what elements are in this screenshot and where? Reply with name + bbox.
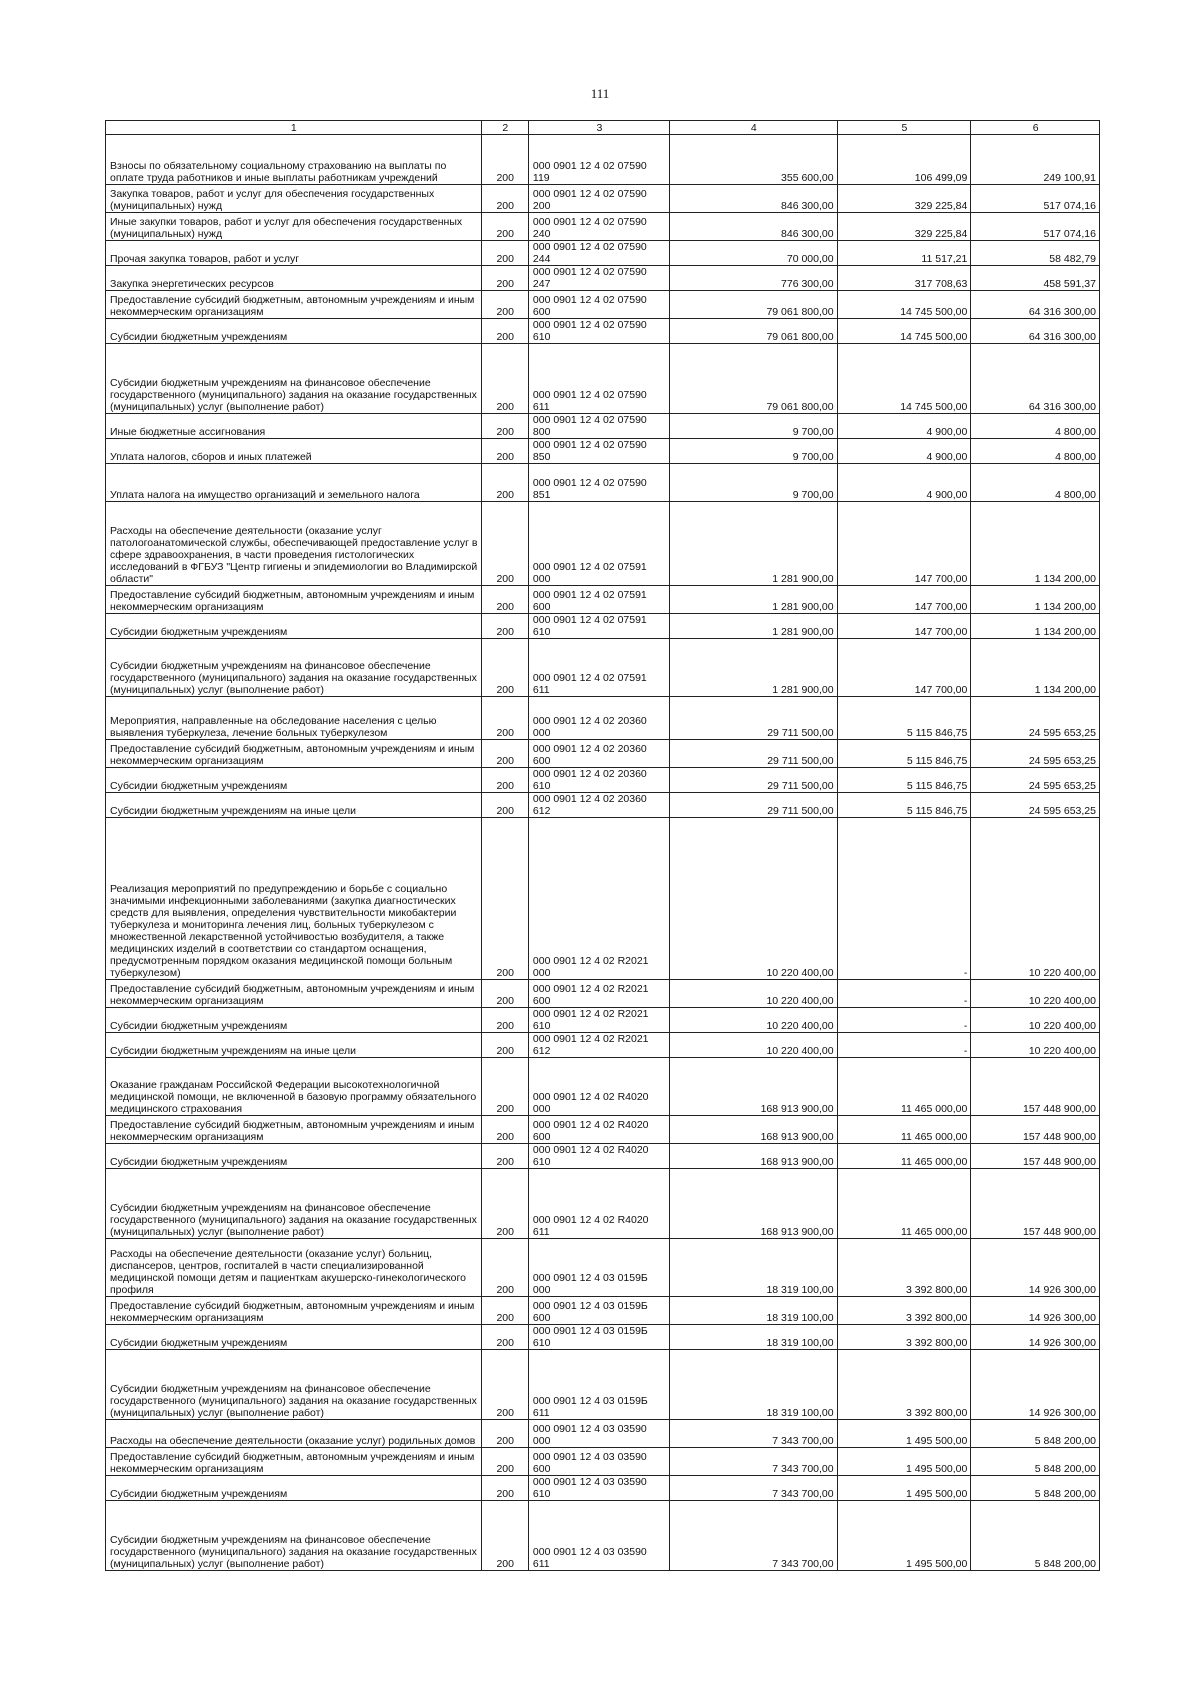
- row-admin-code-cell: 200: [481, 1058, 528, 1116]
- row-approved-cell: 9 700,00: [669, 414, 837, 439]
- row-admin-code-cell: 200: [481, 980, 528, 1008]
- column-header-5: 5: [837, 121, 971, 135]
- table-row: [106, 1297, 1100, 1325]
- page-number: 111: [590, 86, 610, 101]
- row-admin-code-cell: 200: [481, 1144, 528, 1169]
- table-row: [106, 1420, 1100, 1448]
- table-row: [106, 414, 1100, 439]
- row-remaining-cell: 5 848 200,00: [971, 1420, 1100, 1448]
- row-executed-cell: 1 495 500,00: [837, 1420, 971, 1448]
- row-executed-cell: 147 700,00: [837, 586, 971, 614]
- row-budget-code-cell: 000 0901 12 4 02 07590 244: [528, 241, 669, 266]
- row-budget-code-cell: 000 0901 12 4 02 20360 000: [528, 697, 669, 740]
- row-executed-cell: 1 495 500,00: [837, 1476, 971, 1501]
- row-budget-code-cell: 000 0901 12 4 02 20360 612: [528, 793, 669, 818]
- row-approved-cell: 355 600,00: [669, 135, 837, 185]
- row-budget-code-cell: 000 0901 12 4 02 07590 600: [528, 291, 669, 319]
- table-row: [106, 1476, 1100, 1501]
- row-remaining-cell: 24 595 653,25: [971, 793, 1100, 818]
- row-executed-cell: 147 700,00: [837, 639, 971, 697]
- table-header-row: [106, 121, 1100, 135]
- row-budget-code-cell: 000 0901 12 4 02 20360 600: [528, 740, 669, 768]
- row-budget-code-cell: 000 0901 12 4 02 R2021 000: [528, 818, 669, 980]
- row-budget-code-cell: 000 0901 12 4 02 R4020 610: [528, 1144, 669, 1169]
- row-budget-code-cell: 000 0901 12 4 03 0159Б 000: [528, 1239, 669, 1297]
- row-name-cell: Взносы по обязательному социальному страхованию на выплаты по оплате труда работников и иные выплаты работникам учреждений: [106, 135, 482, 185]
- row-budget-code-cell: 000 0901 12 4 02 07590 247: [528, 266, 669, 291]
- table-row: [106, 319, 1100, 344]
- row-remaining-cell: 4 800,00: [971, 414, 1100, 439]
- row-executed-cell: 3 392 800,00: [837, 1350, 971, 1420]
- table-row: [106, 1058, 1100, 1116]
- row-budget-code-cell: 000 0901 12 4 03 0159Б 610: [528, 1325, 669, 1350]
- table-row: [106, 464, 1100, 502]
- row-approved-cell: 7 343 700,00: [669, 1476, 837, 1501]
- row-remaining-cell: 249 100,91: [971, 135, 1100, 185]
- row-approved-cell: 10 220 400,00: [669, 1008, 837, 1033]
- row-admin-code-cell: 200: [481, 414, 528, 439]
- row-remaining-cell: 1 134 200,00: [971, 586, 1100, 614]
- row-remaining-cell: 14 926 300,00: [971, 1239, 1100, 1297]
- row-executed-cell: 317 708,63: [837, 266, 971, 291]
- column-header-4: 4: [669, 121, 837, 135]
- row-remaining-cell: 1 134 200,00: [971, 614, 1100, 639]
- row-approved-cell: 29 711 500,00: [669, 740, 837, 768]
- row-remaining-cell: 517 074,16: [971, 185, 1100, 213]
- row-remaining-cell: 64 316 300,00: [971, 291, 1100, 319]
- row-approved-cell: 1 281 900,00: [669, 586, 837, 614]
- row-budget-code-cell: 000 0901 12 4 02 20360 610: [528, 768, 669, 793]
- row-admin-code-cell: 200: [481, 213, 528, 241]
- row-name-cell: Уплата налогов, сборов и иных платежей: [106, 439, 482, 464]
- row-executed-cell: 1 495 500,00: [837, 1448, 971, 1476]
- row-approved-cell: 29 711 500,00: [669, 697, 837, 740]
- row-remaining-cell: 517 074,16: [971, 213, 1100, 241]
- row-approved-cell: 168 913 900,00: [669, 1116, 837, 1144]
- row-budget-code-cell: 000 0901 12 4 03 03590 600: [528, 1448, 669, 1476]
- row-name-cell: Предоставление субсидий бюджетным, автономным учреждениям и иным некоммерческим организациям: [106, 1297, 482, 1325]
- row-budget-code-cell: 000 0901 12 4 02 07591 611: [528, 639, 669, 697]
- row-admin-code-cell: 200: [481, 614, 528, 639]
- row-approved-cell: 79 061 800,00: [669, 344, 837, 414]
- row-admin-code-cell: 200: [481, 1033, 528, 1058]
- row-name-cell: Закупка энергетических ресурсов: [106, 266, 482, 291]
- table-row: [106, 614, 1100, 639]
- row-name-cell: Расходы на обеспечение деятельности (оказание услуг) больниц, диспансеров, центров, госпиталей в части специализированной медицинской помощи детям и пациенткам акушерско-гинекологического профиля: [106, 1239, 482, 1297]
- table-row: [106, 1239, 1100, 1297]
- row-budget-code-cell: 000 0901 12 4 02 07590 850: [528, 439, 669, 464]
- row-approved-cell: 7 343 700,00: [669, 1501, 837, 1571]
- table-row: [106, 740, 1100, 768]
- row-executed-cell: -: [837, 1033, 971, 1058]
- row-executed-cell: 5 115 846,75: [837, 768, 971, 793]
- table-row: [106, 213, 1100, 241]
- row-name-cell: Предоставление субсидий бюджетным, автономным учреждениям и иным некоммерческим организациям: [106, 740, 482, 768]
- row-admin-code-cell: 200: [481, 639, 528, 697]
- row-name-cell: Расходы на обеспечение деятельности (оказание услуг) родильных домов: [106, 1420, 482, 1448]
- row-budget-code-cell: 000 0901 12 4 02 07590 610: [528, 319, 669, 344]
- row-executed-cell: 106 499,09: [837, 135, 971, 185]
- row-executed-cell: 11 465 000,00: [837, 1116, 971, 1144]
- row-approved-cell: 776 300,00: [669, 266, 837, 291]
- row-remaining-cell: 58 482,79: [971, 241, 1100, 266]
- row-admin-code-cell: 200: [481, 793, 528, 818]
- table-row: [106, 697, 1100, 740]
- row-admin-code-cell: 200: [481, 185, 528, 213]
- row-executed-cell: 11 465 000,00: [837, 1058, 971, 1116]
- row-approved-cell: 846 300,00: [669, 185, 837, 213]
- row-budget-code-cell: 000 0901 12 4 02 07591 600: [528, 586, 669, 614]
- row-budget-code-cell: 000 0901 12 4 02 R4020 611: [528, 1169, 669, 1239]
- row-executed-cell: 11 517,21: [837, 241, 971, 266]
- row-name-cell: Иные бюджетные ассигнования: [106, 414, 482, 439]
- table-row: [106, 1033, 1100, 1058]
- row-executed-cell: 1 495 500,00: [837, 1501, 971, 1571]
- row-admin-code-cell: 200: [481, 135, 528, 185]
- row-remaining-cell: 64 316 300,00: [971, 319, 1100, 344]
- row-remaining-cell: 24 595 653,25: [971, 697, 1100, 740]
- row-name-cell: Предоставление субсидий бюджетным, автономным учреждениям и иным некоммерческим организациям: [106, 586, 482, 614]
- row-approved-cell: 168 913 900,00: [669, 1144, 837, 1169]
- row-approved-cell: 168 913 900,00: [669, 1058, 837, 1116]
- row-budget-code-cell: 000 0901 12 4 02 R2021 600: [528, 980, 669, 1008]
- row-executed-cell: 147 700,00: [837, 614, 971, 639]
- table-row: [106, 291, 1100, 319]
- row-admin-code-cell: 200: [481, 1501, 528, 1571]
- row-name-cell: Субсидии бюджетным учреждениям: [106, 1144, 482, 1169]
- table-row: [106, 1350, 1100, 1420]
- row-budget-code-cell: 000 0901 12 4 02 07590 800: [528, 414, 669, 439]
- row-executed-cell: 3 392 800,00: [837, 1297, 971, 1325]
- row-remaining-cell: 10 220 400,00: [971, 818, 1100, 980]
- row-approved-cell: 18 319 100,00: [669, 1297, 837, 1325]
- row-budget-code-cell: 000 0901 12 4 03 0159Б 611: [528, 1350, 669, 1420]
- row-admin-code-cell: 200: [481, 586, 528, 614]
- row-approved-cell: 846 300,00: [669, 213, 837, 241]
- row-approved-cell: 79 061 800,00: [669, 319, 837, 344]
- row-admin-code-cell: 200: [481, 319, 528, 344]
- row-budget-code-cell: 000 0901 12 4 02 R2021 612: [528, 1033, 669, 1058]
- table-row: [106, 344, 1100, 414]
- row-admin-code-cell: 200: [481, 697, 528, 740]
- row-approved-cell: 70 000,00: [669, 241, 837, 266]
- row-name-cell: Субсидии бюджетным учреждениям на иные цели: [106, 793, 482, 818]
- row-approved-cell: 18 319 100,00: [669, 1325, 837, 1350]
- row-executed-cell: -: [837, 980, 971, 1008]
- row-name-cell: Субсидии бюджетным учреждениям: [106, 1008, 482, 1033]
- row-admin-code-cell: 200: [481, 344, 528, 414]
- table-row: [106, 793, 1100, 818]
- column-header-2: 2: [481, 121, 528, 135]
- row-admin-code-cell: 200: [481, 1169, 528, 1239]
- row-executed-cell: 11 465 000,00: [837, 1144, 971, 1169]
- column-header-3: 3: [528, 121, 669, 135]
- table-row: [106, 135, 1100, 185]
- row-executed-cell: 14 745 500,00: [837, 291, 971, 319]
- row-name-cell: Прочая закупка товаров, работ и услуг: [106, 241, 482, 266]
- row-budget-code-cell: 000 0901 12 4 03 03590 611: [528, 1501, 669, 1571]
- table-row: [106, 1008, 1100, 1033]
- row-name-cell: Субсидии бюджетным учреждениям: [106, 614, 482, 639]
- row-remaining-cell: 10 220 400,00: [971, 1033, 1100, 1058]
- row-admin-code-cell: 200: [481, 1325, 528, 1350]
- table-row: [106, 185, 1100, 213]
- row-admin-code-cell: 200: [481, 1350, 528, 1420]
- table-row: [106, 1325, 1100, 1350]
- row-name-cell: Субсидии бюджетным учреждениям: [106, 1476, 482, 1501]
- row-remaining-cell: 1 134 200,00: [971, 502, 1100, 586]
- row-budget-code-cell: 000 0901 12 4 02 07591 610: [528, 614, 669, 639]
- row-remaining-cell: 14 926 300,00: [971, 1350, 1100, 1420]
- row-approved-cell: 1 281 900,00: [669, 502, 837, 586]
- row-executed-cell: -: [837, 1008, 971, 1033]
- row-name-cell: Субсидии бюджетным учреждениям на финансовое обеспечение государственного (муниципального) задания на оказание государственных (муниципальных) услуг (выполнение работ): [106, 639, 482, 697]
- row-remaining-cell: 157 448 900,00: [971, 1169, 1100, 1239]
- budget-table: [105, 120, 1100, 1571]
- row-executed-cell: 11 465 000,00: [837, 1169, 971, 1239]
- row-approved-cell: 7 343 700,00: [669, 1448, 837, 1476]
- row-admin-code-cell: 200: [481, 818, 528, 980]
- row-name-cell: Закупка товаров, работ и услуг для обеспечения государственных (муниципальных) нужд: [106, 185, 482, 213]
- row-name-cell: Субсидии бюджетным учреждениям на финансовое обеспечение государственного (муниципального) задания на оказание государственных (муниципальных) услуг (выполнение работ): [106, 344, 482, 414]
- row-approved-cell: 29 711 500,00: [669, 793, 837, 818]
- table-row: [106, 1169, 1100, 1239]
- row-remaining-cell: 24 595 653,25: [971, 768, 1100, 793]
- row-remaining-cell: 5 848 200,00: [971, 1448, 1100, 1476]
- row-executed-cell: 329 225,84: [837, 185, 971, 213]
- row-budget-code-cell: 000 0901 12 4 03 03590 000: [528, 1420, 669, 1448]
- table-row: [106, 1116, 1100, 1144]
- row-remaining-cell: 157 448 900,00: [971, 1116, 1100, 1144]
- table-row: [106, 1144, 1100, 1169]
- row-name-cell: Уплата налога на имущество организаций и земельного налога: [106, 464, 482, 502]
- row-name-cell: Субсидии бюджетным учреждениям на финансовое обеспечение государственного (муниципального) задания на оказание государственных (муниципальных) услуг (выполнение работ): [106, 1350, 482, 1420]
- row-name-cell: Предоставление субсидий бюджетным, автономным учреждениям и иным некоммерческим организациям: [106, 1116, 482, 1144]
- row-admin-code-cell: 200: [481, 266, 528, 291]
- row-executed-cell: 4 900,00: [837, 414, 971, 439]
- row-remaining-cell: 157 448 900,00: [971, 1058, 1100, 1116]
- row-admin-code-cell: 200: [481, 1297, 528, 1325]
- table-row: [106, 1448, 1100, 1476]
- row-executed-cell: 14 745 500,00: [837, 344, 971, 414]
- row-approved-cell: 29 711 500,00: [669, 768, 837, 793]
- table-row: [106, 639, 1100, 697]
- row-approved-cell: 79 061 800,00: [669, 291, 837, 319]
- table-row: [106, 768, 1100, 793]
- row-budget-code-cell: 000 0901 12 4 02 07590 119: [528, 135, 669, 185]
- row-budget-code-cell: 000 0901 12 4 02 R4020 000: [528, 1058, 669, 1116]
- row-name-cell: Субсидии бюджетным учреждениям на иные цели: [106, 1033, 482, 1058]
- row-executed-cell: 3 392 800,00: [837, 1325, 971, 1350]
- row-remaining-cell: 10 220 400,00: [971, 980, 1100, 1008]
- row-approved-cell: 9 700,00: [669, 464, 837, 502]
- row-admin-code-cell: 200: [481, 1476, 528, 1501]
- column-header-1: 1: [106, 121, 482, 135]
- table-row: [106, 818, 1100, 980]
- row-name-cell: Расходы на обеспечение деятельности (оказание услуг патологоанатомической службы, обеспечивающей предоставление услуг в сфере здравоохранения, в части проведения гистологических исследований в ФГБУЗ "Центр гигиены и эпидемиологии во Владимирской области": [106, 502, 482, 586]
- row-admin-code-cell: 200: [481, 1420, 528, 1448]
- row-name-cell: Субсидии бюджетным учреждениям на финансовое обеспечение государственного (муниципального) задания на оказание государственных (муниципальных) услуг (выполнение работ): [106, 1501, 482, 1571]
- row-remaining-cell: 4 800,00: [971, 464, 1100, 502]
- row-approved-cell: 10 220 400,00: [669, 1033, 837, 1058]
- row-name-cell: Иные закупки товаров, работ и услуг для обеспечения государственных (муниципальных) нужд: [106, 213, 482, 241]
- row-name-cell: Субсидии бюджетным учреждениям: [106, 768, 482, 793]
- row-executed-cell: 329 225,84: [837, 213, 971, 241]
- row-approved-cell: 18 319 100,00: [669, 1239, 837, 1297]
- row-name-cell: Предоставление субсидий бюджетным, автономным учреждениям и иным некоммерческим организациям: [106, 291, 482, 319]
- row-executed-cell: 5 115 846,75: [837, 697, 971, 740]
- column-header-6: 6: [971, 121, 1100, 135]
- row-admin-code-cell: 200: [481, 1116, 528, 1144]
- row-executed-cell: 5 115 846,75: [837, 740, 971, 768]
- row-approved-cell: 9 700,00: [669, 439, 837, 464]
- row-executed-cell: 4 900,00: [837, 464, 971, 502]
- row-remaining-cell: 10 220 400,00: [971, 1008, 1100, 1033]
- row-remaining-cell: 24 595 653,25: [971, 740, 1100, 768]
- row-budget-code-cell: 000 0901 12 4 02 07590 200: [528, 185, 669, 213]
- row-admin-code-cell: 200: [481, 1448, 528, 1476]
- row-remaining-cell: 5 848 200,00: [971, 1501, 1100, 1571]
- row-approved-cell: 10 220 400,00: [669, 980, 837, 1008]
- row-budget-code-cell: 000 0901 12 4 03 0159Б 600: [528, 1297, 669, 1325]
- table-body: [106, 135, 1100, 1571]
- table-row: [106, 502, 1100, 586]
- row-executed-cell: 14 745 500,00: [837, 319, 971, 344]
- row-name-cell: Субсидии бюджетным учреждениям: [106, 319, 482, 344]
- row-admin-code-cell: 200: [481, 439, 528, 464]
- table-row: [106, 980, 1100, 1008]
- row-name-cell: Реализация мероприятий по предупреждению и борьбе с социально значимыми инфекционными заболеваниями (закупка диагностических средств для выявления, определения чувствительности микобактерии туберкулеза и мониторинга лечения лиц, больных туберкулезом с множественной лекарственной устойчивостью возбудителя, а также медицинских изделий в соответствии со стандартом оснащения, предусмотренным порядком оказания медицинской помощи больным туберкулезом): [106, 818, 482, 980]
- row-approved-cell: 10 220 400,00: [669, 818, 837, 980]
- row-executed-cell: 147 700,00: [837, 502, 971, 586]
- row-budget-code-cell: 000 0901 12 4 02 07590 240: [528, 213, 669, 241]
- row-approved-cell: 18 319 100,00: [669, 1350, 837, 1420]
- row-admin-code-cell: 200: [481, 768, 528, 793]
- table-row: [106, 586, 1100, 614]
- row-approved-cell: 168 913 900,00: [669, 1169, 837, 1239]
- row-executed-cell: 3 392 800,00: [837, 1239, 971, 1297]
- row-name-cell: Предоставление субсидий бюджетным, автономным учреждениям и иным некоммерческим организациям: [106, 1448, 482, 1476]
- row-budget-code-cell: 000 0901 12 4 02 07591 000: [528, 502, 669, 586]
- row-name-cell: Предоставление субсидий бюджетным, автономным учреждениям и иным некоммерческим организациям: [106, 980, 482, 1008]
- row-name-cell: Субсидии бюджетным учреждениям на финансовое обеспечение государственного (муниципального) задания на оказание государственных (муниципальных) услуг (выполнение работ): [106, 1169, 482, 1239]
- row-approved-cell: 7 343 700,00: [669, 1420, 837, 1448]
- row-approved-cell: 1 281 900,00: [669, 614, 837, 639]
- row-admin-code-cell: 200: [481, 241, 528, 266]
- row-budget-code-cell: 000 0901 12 4 03 03590 610: [528, 1476, 669, 1501]
- row-name-cell: Мероприятия, направленные на обследование населения с целью выявления туберкулеза, лечение больных туберкулезом: [106, 697, 482, 740]
- row-admin-code-cell: 200: [481, 464, 528, 502]
- table-row: [106, 439, 1100, 464]
- row-admin-code-cell: 200: [481, 1239, 528, 1297]
- row-executed-cell: -: [837, 818, 971, 980]
- row-remaining-cell: 5 848 200,00: [971, 1476, 1100, 1501]
- row-admin-code-cell: 200: [481, 1008, 528, 1033]
- row-remaining-cell: 14 926 300,00: [971, 1297, 1100, 1325]
- row-budget-code-cell: 000 0901 12 4 02 07590 851: [528, 464, 669, 502]
- row-admin-code-cell: 200: [481, 291, 528, 319]
- row-approved-cell: 1 281 900,00: [669, 639, 837, 697]
- row-remaining-cell: 14 926 300,00: [971, 1325, 1100, 1350]
- row-remaining-cell: 64 316 300,00: [971, 344, 1100, 414]
- row-admin-code-cell: 200: [481, 502, 528, 586]
- row-executed-cell: 4 900,00: [837, 439, 971, 464]
- row-name-cell: Субсидии бюджетным учреждениям: [106, 1325, 482, 1350]
- row-name-cell: Оказание гражданам Российской Федерации высокотехнологичной медицинской помощи, не включенной в базовую программу обязательного медицинского страхования: [106, 1058, 482, 1116]
- row-executed-cell: 5 115 846,75: [837, 793, 971, 818]
- row-admin-code-cell: 200: [481, 740, 528, 768]
- row-budget-code-cell: 000 0901 12 4 02 R2021 610: [528, 1008, 669, 1033]
- table-row: [106, 241, 1100, 266]
- row-remaining-cell: 1 134 200,00: [971, 639, 1100, 697]
- row-remaining-cell: 458 591,37: [971, 266, 1100, 291]
- row-budget-code-cell: 000 0901 12 4 02 R4020 600: [528, 1116, 669, 1144]
- table-row: [106, 266, 1100, 291]
- row-remaining-cell: 157 448 900,00: [971, 1144, 1100, 1169]
- table-row: [106, 1501, 1100, 1571]
- row-remaining-cell: 4 800,00: [971, 439, 1100, 464]
- row-budget-code-cell: 000 0901 12 4 02 07590 611: [528, 344, 669, 414]
